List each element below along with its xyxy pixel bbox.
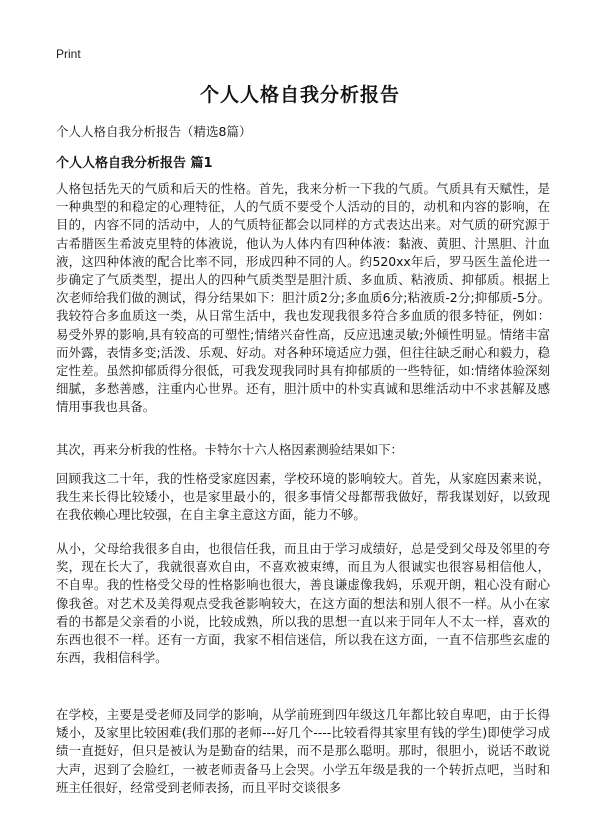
paragraph-personality-intro: 其次，再来分析我的性格。卡特尔十六人格因素测验结果如下： [56,442,403,457]
document-title: 个人人格自我分析报告 [199,84,400,106]
print-link[interactable]: Print [56,47,81,61]
paragraph-school-influence: 在学校，主要是受老师及同学的影响，从学前班到四年级这几年都比较自卑吧，由于长得矮小，及家里比较困难(我们那的老师---好几个----比较看得其家里有钱的学生)即使学习成绩一直挺好，但只是被认为是勤奋的结果，而不是那么聪明。那时，很胆小，说话不敢说大声，迟到了会脸红，一被老师责备马上会哭。小学五年级是我的一个转折点吧，当时和班主任很好，经常受到老师表扬，而且平时交谈很多 [56,707,550,795]
document-subtitle: 个人人格自我分析报告（精选8篇） [56,124,252,139]
paragraph-parents-influence: 从小，父母给我很多自由，也很信任我，而且由于学习成绩好，总是受到父母及邻里的夸奖，现在长大了，我就很喜欢自由，不喜欢被束缚，而且为人很诚实也很容易相信他人，不自卑。我的性格受父母的性格影响也很大，善良谦虚像我妈，乐观开朗，粗心没有耐心像我爸。对艺术及美得观点受我爸影响较大，在这方面的想法和别人很不一样。从小在家看的书都是父亲看的小说，比较成熟，所以我的思想一直以来于同年人不太一样，喜欢的东西也很不一样。还有一方面，我家不相信迷信，所以我在这方面，一直不信那些玄虚的东西，我相信科学。 [56,541,550,666]
paragraph-family-factors: 回顾我这二十年，我的性格受家庭因素，学校环境的影响较大。首先，从家庭因素来说，我生来长得比较矮小，也是家里最小的，很多事情父母都帮我做好，帮我谋划好，以致现在我依赖心理比较强，在自主拿主意这方面，能力不够。 [56,471,550,523]
paragraph-temperament: 人格包括先天的气质和后天的性格。首先，我来分析一下我的气质。气质具有天赋性，是一种典型的和稳定的心理特征，人的气质不要受个人活动的目的，动机和内容的影响，在目的，内容不同的活动中，人的气质特征都会以同样的方式表达出来。对气质的研究源于古希腊医生希波克里特的体液说，他认为人体内有四种体液：黏液、黄胆、汁黑胆、汁血液，这四种体液的配合比率不同，形成四种不同的人。约520xx年后，罗马医生盖伦进一步确定了气质类型，提出人的四种气质类型是胆汁质、多血质、粘液质、抑郁质。根据上次老师给我们做的测试，得分结果如下：胆汁质2分;多血质6分;粘液质-2分;抑郁质-5分。我较符合多血质这一类，从日常生活中，我也发现我很多符合多血质的很多特征，例如：易受外界的影响,具有较高的可塑性;情绪兴奋性高，反应迅速灵敏;外倾性明显。情绪丰富而外露，表情多变;活泼、乐观、好动。对各种环境适应力强，但往往缺乏耐心和毅力，稳定性差。虽然抑郁质得分很低，可我发现我同时具有抑郁质的一些特征，如:情绪体验深刻细腻，多愁善感，注重内心世界。还有，胆汁质中的朴实真诚和思维活动中不求甚解及感情用事我也具备。 [56,181,550,415]
section-heading: 个人人格自我分析报告 篇1 [56,156,213,171]
